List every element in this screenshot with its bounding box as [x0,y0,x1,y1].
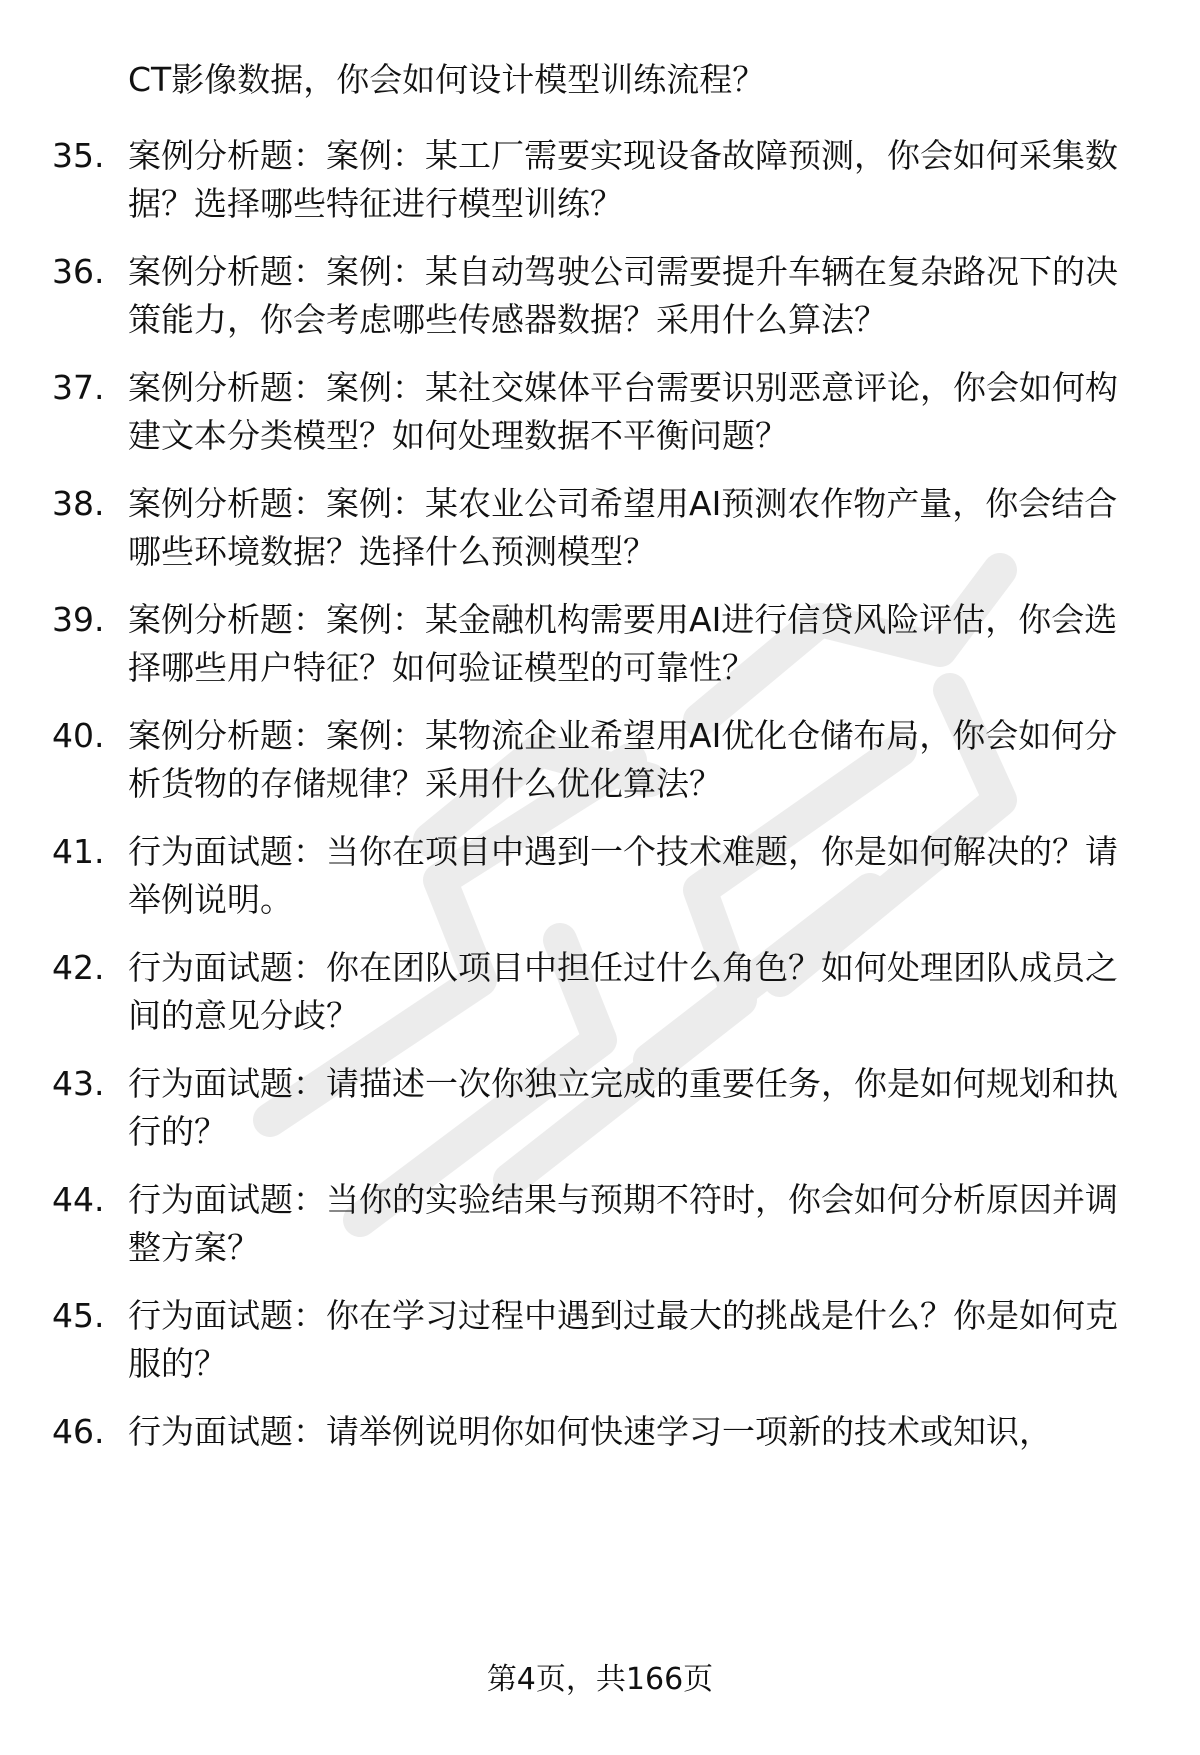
continued-question-text: CT影像数据，你会如何设计模型训练流程？ [128,60,766,99]
list-item [52,1292,1152,1388]
item-text: 行为面试题：当你在项目中遇到一个技术难题，你是如何解决的？请举例说明。 [128,832,1118,919]
page-footer: 第4页，共166页 [486,1662,714,1697]
item-number: 44. [52,1180,105,1219]
item-number: 39. [52,600,105,639]
list-item [52,1408,1152,1456]
item-text: 案例分析题：案例：某农业公司希望用AI预测农作物产量，你会结合哪些环境数据？选择什么预测模型？ [128,484,1118,571]
item-text: 案例分析题：案例：某工厂需要实现设备故障预测，你会如何采集数据？选择哪些特征进行模型训练？ [128,136,1118,223]
item-text: 行为面试题：你在团队项目中担任过什么角色？如何处理团队成员之间的意见分歧？ [128,948,1118,1035]
list-item [52,712,1152,808]
item-number: 43. [52,1064,105,1103]
list-item [52,364,1152,460]
item-number: 41. [52,832,105,871]
item-text: 行为面试题：请描述一次你独立完成的重要任务，你是如何规划和执行的？ [128,1064,1118,1151]
item-text: 案例分析题：案例：某物流企业希望用AI优化仓储布局，你会如何分析货物的存储规律？采用什么优化算法？ [128,716,1118,803]
list-item [52,828,1152,924]
item-text: 案例分析题：案例：某自动驾驶公司需要提升车辆在复杂路况下的决策能力，你会考虑哪些传感器数据？采用什么算法？ [128,252,1118,339]
item-number: 45. [52,1296,105,1335]
item-number: 35. [52,136,105,175]
list-item [52,132,1152,228]
list-item [52,1176,1152,1272]
item-number: 38. [52,484,105,523]
list-item [52,480,1152,576]
item-number: 40. [52,716,105,755]
list-item [52,596,1152,692]
item-text: 行为面试题：当你的实验结果与预期不符时，你会如何分析原因并调整方案？ [128,1180,1118,1267]
item-number: 37. [52,368,105,407]
item-text: 案例分析题：案例：某金融机构需要用AI进行信贷风险评估，你会选择哪些用户特征？如何验证模型的可靠性？ [128,600,1118,687]
item-number: 36. [52,252,105,291]
item-text: 案例分析题：案例：某社交媒体平台需要识别恶意评论，你会如何构建文本分类模型？如何处理数据不平衡问题？ [128,368,1118,455]
item-number: 46. [52,1412,105,1451]
list-item [52,248,1152,344]
item-text: 行为面试题：你在学习过程中遇到过最大的挑战是什么？你是如何克服的？ [128,1296,1118,1383]
item-text: 行为面试题：请举例说明你如何快速学习一项新的技术或知识， [128,1412,1052,1451]
list-item [52,944,1152,1040]
list-item [52,1060,1152,1156]
item-number: 42. [52,948,105,987]
